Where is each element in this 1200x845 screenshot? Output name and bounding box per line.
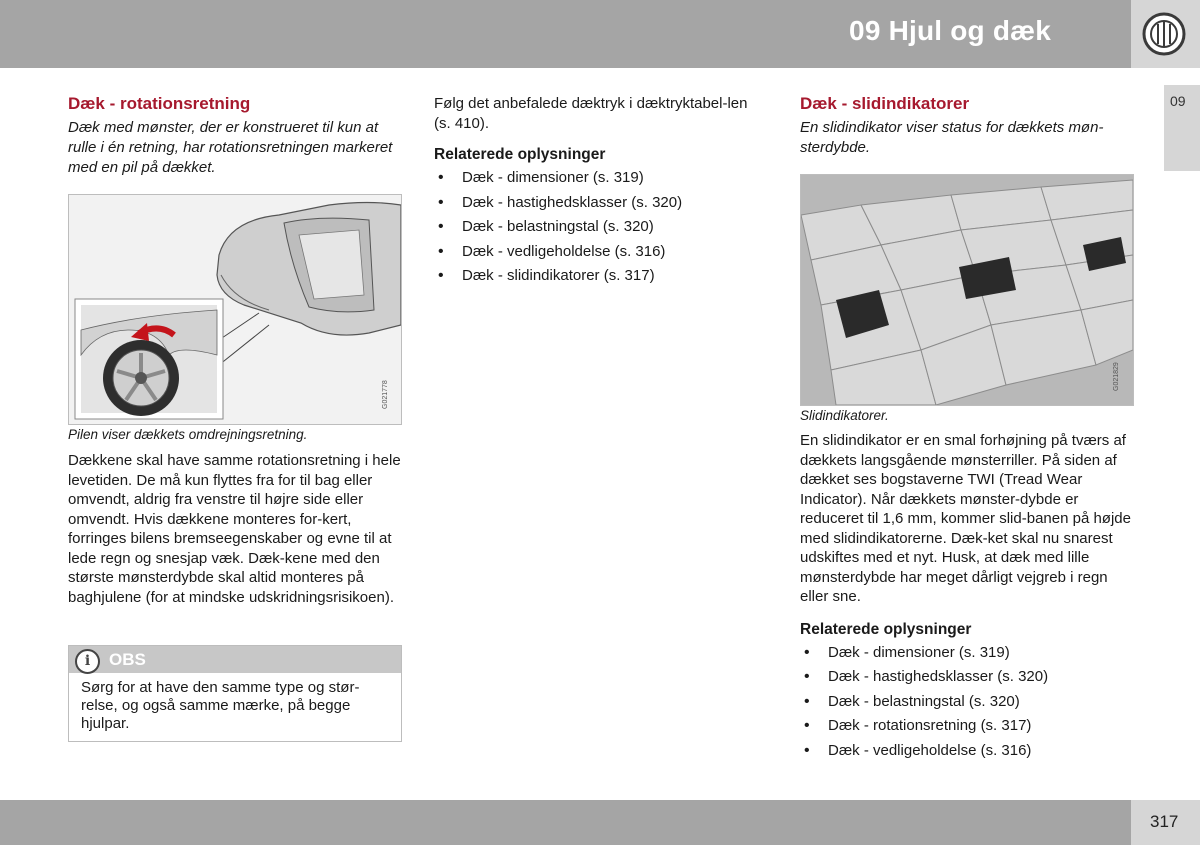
body-text-wear: En slidindikator er en smal forhøjning på tværs af dækkets langsgående mønsterriller. På siden af dækket ses bogstaverne TWI (Tread Wear Indicator). Når dækkets mønster-dybde er reduceret til 1,6 mm, kommer slid-banen på højde med slidindikatorerne. Dæk-ket skal nu snarest udskiftes med et nyt. Husk, at dæk med lille mønsterdybde har meget dårligt vejgreb i regn eller sne. bbox=[800, 432, 1131, 605]
note-header bbox=[69, 646, 401, 673]
note-label: OBS bbox=[109, 650, 146, 669]
section-lead-wear: En slidindikator viser status for dækkets møn-sterdybde. bbox=[800, 119, 1104, 156]
body-text-rotation: Dækkene skal have samme rotationsretning i hele levetiden. De må kun flyttes fra for til bag eller omvendt, aldrig fra venstre til højre side eller omvendt. Hvis dækkene monteres for-kert, forringes bilens bremseegenskaber og evne til at lede regn og snesjap væk. Dæk-kene med den største mønsterdybde skal altid monteres på baghjulene (for at mindske udskridningsrisikoen). bbox=[68, 452, 401, 606]
chapter-tab[interactable] bbox=[1164, 85, 1200, 171]
page-number: 317 bbox=[1150, 812, 1179, 831]
note-text: Sørg for at have den samme type og stør-relse, og også samme mærke, på begge hjulpar. bbox=[81, 679, 360, 732]
chapter-icon-box bbox=[1131, 0, 1200, 68]
related-link[interactable]: • Dæk - dimensioner (s. 319) bbox=[800, 641, 1140, 666]
related-heading-right: Relaterede oplysninger bbox=[800, 620, 972, 638]
info-icon: i bbox=[75, 649, 100, 674]
section-heading-rotation: Dæk - rotationsretning bbox=[68, 94, 251, 113]
left-column bbox=[68, 94, 403, 178]
related-link[interactable]: • Dæk - belastningstal (s. 320) bbox=[434, 215, 759, 240]
related-link[interactable]: • Dæk - vedligeholdelse (s. 316) bbox=[434, 240, 759, 265]
related-link[interactable]: • Dæk - rotationsretning (s. 317) bbox=[800, 714, 1140, 739]
related-heading-middle: Relaterede oplysninger bbox=[434, 146, 606, 163]
right-column-lower bbox=[800, 408, 1140, 763]
figure-caption-rotation: Pilen viser dækkets omdrejningsretning. bbox=[68, 427, 308, 442]
figure-code: G021778 bbox=[382, 380, 389, 409]
wear-indicator-figure bbox=[800, 174, 1134, 406]
footer-bar bbox=[0, 800, 1131, 845]
related-link[interactable]: • Dæk - dimensioner (s. 319) bbox=[434, 166, 759, 191]
right-column bbox=[800, 94, 1140, 158]
left-column-lower bbox=[68, 427, 403, 607]
middle-column bbox=[434, 94, 759, 289]
section-lead-rotation: Dæk med mønster, der er konstrueret til kun at rulle i én retning, har rotationsretningen markeret med en pil på dækket. bbox=[68, 119, 393, 176]
chapter-tab-label: 09 bbox=[1170, 93, 1186, 109]
related-link[interactable]: • Dæk - vedligeholdelse (s. 316) bbox=[800, 739, 1140, 764]
related-list-right bbox=[800, 641, 1140, 764]
related-link[interactable]: • Dæk - hastighedsklasser (s. 320) bbox=[800, 665, 1140, 690]
related-link[interactable]: • Dæk - belastningstal (s. 320) bbox=[800, 690, 1140, 715]
chapter-header-bar bbox=[0, 0, 1131, 68]
rotation-direction-figure bbox=[68, 194, 402, 425]
related-link[interactable]: • Dæk - slidindikatorer (s. 317) bbox=[434, 264, 759, 289]
tread-illustration bbox=[801, 175, 1133, 405]
tire-icon bbox=[1131, 0, 1200, 68]
section-heading-wear: Dæk - slidindikatorer bbox=[800, 94, 970, 113]
figure-caption-wear: Slidindikatorer. bbox=[800, 408, 889, 423]
related-list-middle bbox=[434, 166, 759, 289]
note-box bbox=[68, 645, 402, 742]
figure-code: G021829 bbox=[1113, 362, 1120, 391]
related-link[interactable]: • Dæk - hastighedsklasser (s. 320) bbox=[434, 191, 759, 216]
tire-pressure-reference: Følg det anbefalede dæktryk i dæktryktabel-len (s. 410). bbox=[434, 95, 748, 132]
chapter-title: 09 Hjul og dæk bbox=[849, 15, 1051, 46]
car-wheel-illustration bbox=[69, 195, 401, 424]
